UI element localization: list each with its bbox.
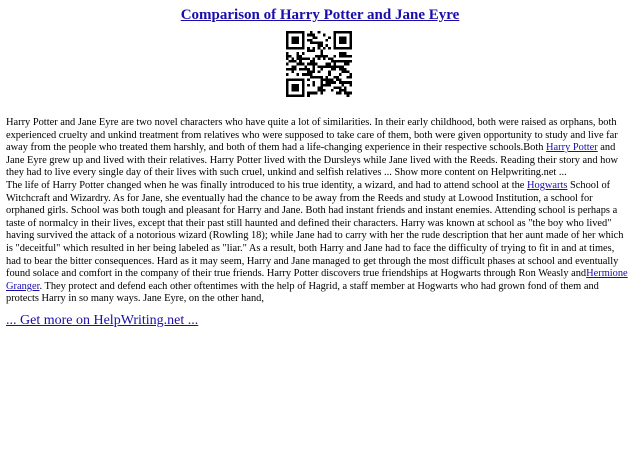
essay-body: [6, 117, 630, 306]
paragraph-2-text-c: . They protect and defend each other oftentimes with the help of Hagrid, a staff member at Hogwarts who had grown fond of them and protects Harry in so many ways. Jane Eyre, on the other hand,: [6, 280, 599, 305]
paragraph-2: [6, 180, 630, 306]
page-title[interactable]: Comparison of Harry Potter and Jane Eyre: [180, 7, 460, 23]
paragraph-1: [6, 117, 630, 180]
harry-potter-link[interactable]: Harry Potter: [546, 142, 598, 154]
hogwarts-link[interactable]: Hogwarts: [527, 179, 568, 191]
hermione-granger-link[interactable]: Hermione Granger: [6, 268, 628, 292]
qr-code-icon: [286, 31, 352, 97]
paragraph-2-text-b: School of Witchcraft and Wizardry. As for Jane, she eventually had the chance to be away from the Reeds and study at Lowood Institution, a school for orphaned girls. School was both tough and pleasant for Harry and Jane. Both had instant friends and instant enemies. Attending school is perhaps a taste of normalcy in their lives, except that their past still haunted and defined their characters. Harry was known at school as "the boy who lived" having survived the attack of a notorious wizard (Rowling 18); while Jane had to carry with her the rude description that her aunt made of her which is "deceitful" which resulted in her being labeled as "liar." As a result, both Harry and Jane had to face the difficulty of trying to fit in and at times, had to bear the bitter consequences. Hard as it may seem, Harry and Jane managed to get through the most difficult phases at school and eventually found solace and comfort in the company of their true friends. Harry Potter discovers true friendships at Hogwarts through Ron Weasly and: [6, 179, 624, 280]
paragraph-1-text-a: Harry Potter and Jane Eyre are two novel characters who have quite a lot of similarities. In their early childhood, both were raised as orphans, both experienced cruelty and unkind treatment from relatives who were supposed to take care of them, both were given opportunity to study and live far away from the people who treated them harshly, and both of them had a life-changing experience in their respective schools.Both: [6, 117, 618, 154]
paragraph-2-text-a: The life of Harry Potter changed when he was finally introduced to his true identity, a wizard, and had to attend school at the: [6, 179, 528, 191]
get-more-link[interactable]: ... Get more on HelpWriting.net ...: [6, 313, 199, 328]
paragraph-1-text-b: and Jane Eyre grew up and lived with their relatives. Harry Potter lived with the Dursleys while Jane lived with the Reeds. Reading their story and how they had to live every single day of their lives with such cruel, unkind and selfish relatives ... Show more content on Helpwriting.net ...: [6, 142, 619, 179]
